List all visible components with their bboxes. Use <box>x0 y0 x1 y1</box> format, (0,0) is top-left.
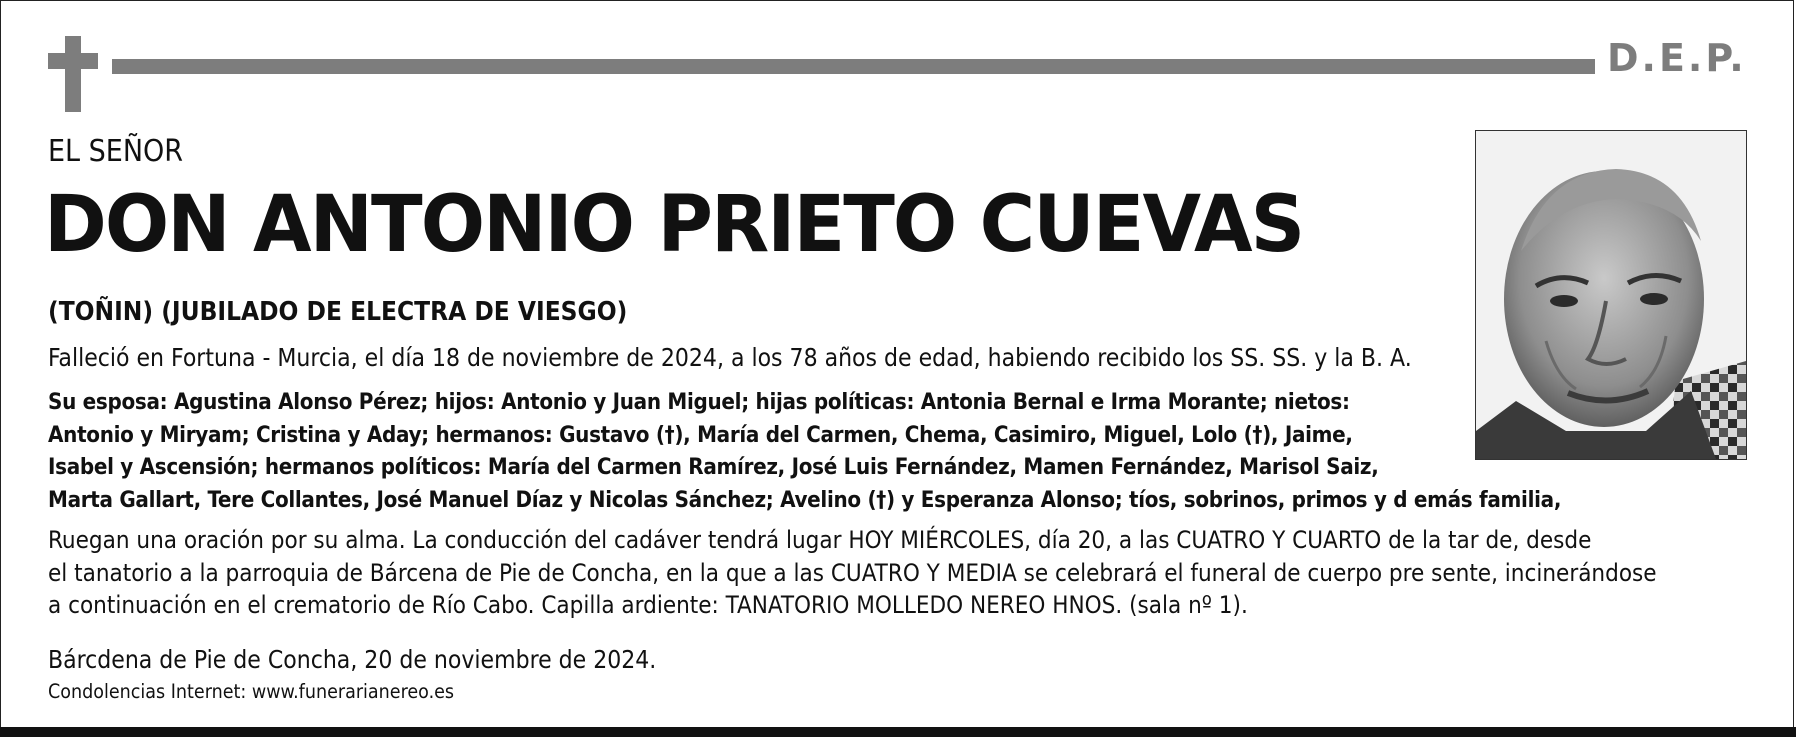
family-line: Su esposa: Agustina Alonso Pérez; hijos: Antonio y Juan Miguel; hijas políticas: Antonia Bernal e Irma Morante; nietos: <box>48 389 1350 415</box>
service-details <box>48 524 1748 622</box>
death-info: Falleció en Fortuna - Murcia, el día 18 de noviembre de 2024, a los 78 años de edad, habiendo recibido los SS. SS. y la B. A. <box>48 343 1412 372</box>
service-line: a continuación en el crematorio de Río Cabo. Capilla ardiente: TANATORIO MOLLEDO NEREO HNOS. (sala nº 1). <box>48 591 1248 619</box>
cross-icon <box>48 36 98 112</box>
header-rule <box>112 59 1595 74</box>
nickname-occupation: (TOÑIN) (JUBILADO DE ELECTRA DE VIESGO) <box>48 297 628 327</box>
bottom-rule <box>0 727 1796 737</box>
service-line: el tanatorio a la parroquia de Bárcena de Pie de Concha, en la que a las CUATRO Y MEDIA se celebrará el funeral de cuerpo pre sente, incinerándose <box>48 558 1657 587</box>
family-line: Antonio y Miryam; Cristina y Aday; hermanos: Gustavo (†), María del Carmen, Chema, Casimiro, Miguel, Lolo (†), Jaime, <box>48 421 1353 448</box>
family-line: Isabel y Ascensión; hermanos políticos: María del Carmen Ramírez, José Luis Fernández, Mamen Fernández, Marisol Saiz, <box>48 454 1379 480</box>
honorific-prefix: EL SEÑOR <box>48 134 184 169</box>
deceased-name: DON ANTONIO PRIETO CUEVAS <box>44 180 1304 270</box>
family-line: Marta Gallart, Tere Collantes, José Manuel Díaz y Nicolas Sánchez; Avelino (†) y Esperanza Alonso; tíos, sobrinos, primos y d emás familia, <box>48 486 1562 513</box>
family-list <box>48 386 1562 516</box>
service-line: Ruegan una oración por su alma. La conducción del cadáver tendrá lugar HOY MIÉRCOLES, día 20, a las CUATRO Y CUARTO de la tar de, desde <box>48 526 1592 554</box>
dep-label: D.E.P. <box>1607 36 1747 80</box>
portrait-photo <box>1475 130 1747 460</box>
place-date: Bárcdena de Pie de Concha, 20 de noviembre de 2024. <box>48 645 657 674</box>
condolences-website: Condolencias Internet: www.funerarianereo.es <box>48 680 455 703</box>
